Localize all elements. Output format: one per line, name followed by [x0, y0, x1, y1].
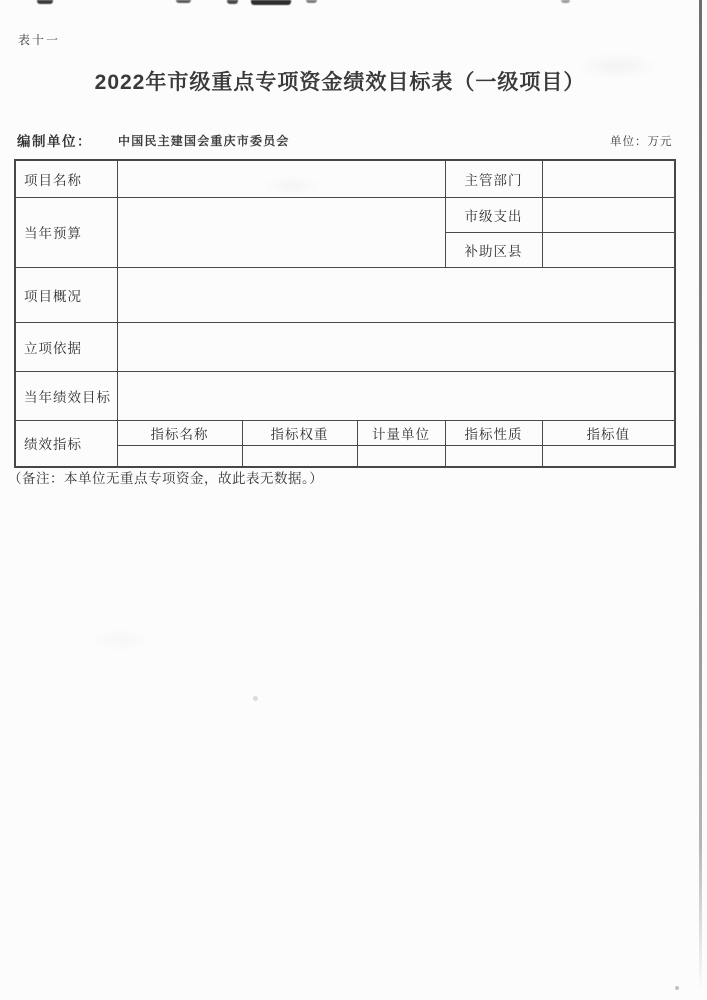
scan-artifact-top-mark	[227, 0, 238, 4]
annual-target-value-cell	[117, 371, 675, 420]
project-name-label: 项目名称	[15, 160, 117, 197]
measure-unit-cell	[357, 445, 445, 467]
scan-artifact-top-mark	[251, 0, 291, 5]
table-row	[15, 267, 675, 322]
scan-speck	[253, 696, 258, 701]
project-name-value-cell	[117, 160, 445, 197]
prepared-by-value: 中国民主建国会重庆市委员会	[118, 134, 290, 148]
scan-speck	[675, 986, 679, 990]
table-row	[15, 160, 675, 197]
scan-artifact-top-mark	[306, 0, 317, 3]
supervisor-dept-label: 主管部门	[445, 160, 542, 197]
page-title: 2022年市级重点专项资金绩效目标表（一级项目）	[94, 71, 586, 94]
subsidy-district-label: 补助区县	[445, 232, 542, 267]
municipal-expense-value-cell	[542, 197, 675, 232]
scan-artifact-top-mark	[176, 0, 191, 3]
remark-note: （备注：本单位无重点专项资金，故此表无数据。）	[8, 471, 324, 486]
project-basis-label: 立项依据	[15, 322, 117, 371]
project-basis-value-cell	[117, 322, 675, 371]
annual-budget-label: 当年预算	[15, 197, 117, 267]
performance-indicator-label: 绩效指标	[15, 420, 117, 467]
supervisor-dept-value-cell	[542, 160, 675, 197]
prepared-by-label: 编制单位：	[17, 134, 92, 149]
table-number-tag: 表十一	[18, 33, 61, 47]
project-overview-value-cell	[117, 267, 675, 322]
annual-budget-value-cell	[117, 197, 445, 267]
table-row	[15, 197, 675, 232]
performance-target-table	[14, 159, 676, 468]
meta-row	[0, 130, 707, 150]
table-row	[15, 371, 675, 420]
indicator-header-row	[15, 420, 675, 445]
measure-unit-header: 计量单位	[357, 420, 445, 445]
unit-label: 单位：万元	[610, 136, 673, 148]
indicator-value-cell	[542, 445, 675, 467]
subsidy-district-value-cell	[542, 232, 675, 267]
indicator-weight-header: 指标权重	[242, 420, 357, 445]
project-overview-label: 项目概况	[15, 267, 117, 322]
indicator-name-header: 指标名称	[117, 420, 242, 445]
indicator-nature-cell	[445, 445, 542, 467]
scan-artifact-top-mark	[561, 0, 570, 3]
scan-artifact-top-mark	[37, 0, 53, 4]
table-row	[15, 322, 675, 371]
municipal-expense-label: 市级支出	[445, 197, 542, 232]
indicator-value-header: 指标值	[542, 420, 675, 445]
indicator-weight-cell	[242, 445, 357, 467]
annual-target-label: 当年绩效目标	[15, 371, 117, 420]
indicator-name-cell	[117, 445, 242, 467]
indicator-nature-header: 指标性质	[445, 420, 542, 445]
